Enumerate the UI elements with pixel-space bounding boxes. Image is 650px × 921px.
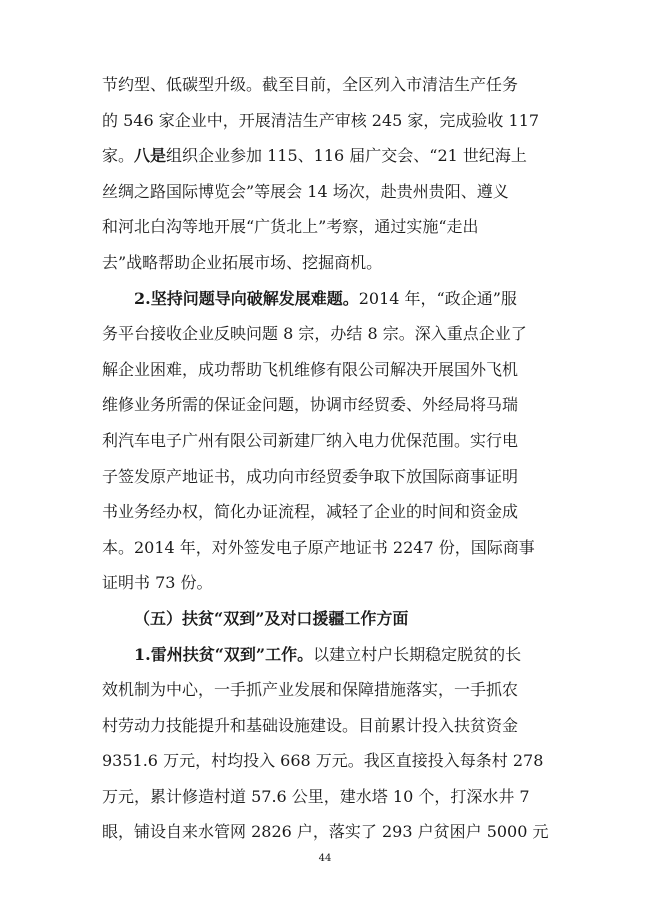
text-span: 2014 年，“政企通”服 bbox=[358, 288, 517, 308]
text-line bbox=[102, 640, 554, 670]
text-span: 证明书 73 份。 bbox=[102, 573, 213, 593]
bold-text-span: 2.坚持问题导向破解发展难题。 bbox=[134, 288, 359, 308]
text-span: 维修业务所需的保证金问题，协调市经贸委、外经局将马瑞 bbox=[102, 395, 519, 415]
text-line bbox=[102, 106, 554, 136]
body-text bbox=[102, 70, 554, 853]
text-span: 村劳动力技能提升和基础设施建设。目前累计投入扶贫资金 bbox=[102, 715, 519, 735]
text-line bbox=[102, 568, 554, 598]
bold-text-span: 1.雷州扶贫“双到”工作。 bbox=[134, 644, 314, 664]
text-span: 万元，累计修造村道 57.6 公里，建水塔 10 个，打深水井 7 bbox=[102, 786, 530, 806]
text-span: 去”战略帮助企业拓展市场、挖掘商机。 bbox=[102, 252, 383, 272]
text-line bbox=[102, 497, 554, 527]
text-line bbox=[102, 284, 554, 314]
text-line bbox=[102, 177, 554, 207]
text-line bbox=[102, 319, 554, 349]
text-line bbox=[102, 390, 554, 420]
text-span: 务平台接收企业反映问题 8 宗，办结 8 宗。深入重点企业了 bbox=[102, 324, 527, 344]
text-span: 的 546 家企业中，开展清洁生产审核 245 家，完成验收 117 bbox=[102, 110, 540, 130]
text-span: 解企业困难，成功帮助飞机维修有限公司解决开展国外飞机 bbox=[102, 359, 519, 379]
text-line bbox=[102, 426, 554, 456]
text-span: 书业务经办权，简化办证流程，减轻了企业的时间和资金成 bbox=[102, 502, 519, 522]
text-line bbox=[102, 355, 554, 385]
text-span: 以建立村户长期稳定脱贫的长 bbox=[313, 644, 522, 664]
text-line bbox=[102, 248, 554, 278]
text-line bbox=[102, 675, 554, 705]
page-number: 44 bbox=[318, 853, 332, 864]
text-span: 丝绸之路国际博览会”等展会 14 场次，赴贵州贵阳、遵义 bbox=[102, 181, 509, 201]
text-span: 节约型、低碳型升级。截至目前，全区列入市清洁生产任务 bbox=[102, 75, 519, 94]
text-span: 效机制为中心，一手抓产业发展和保障措施落实，一手抓农 bbox=[102, 680, 519, 700]
text-span: 本。2014 年，对外签发电子原产地证书 2247 份，国际商事 bbox=[102, 537, 535, 557]
text-line bbox=[102, 533, 554, 563]
text-line bbox=[102, 817, 554, 847]
text-span: 组织企业参加 115、116 届广交会、“21 世纪海上 bbox=[166, 146, 527, 166]
text-span: 家。 bbox=[102, 146, 135, 166]
bold-text-span: 八是 bbox=[134, 146, 167, 166]
text-span: 眼，铺设自来水管网 2826 户，落实了 293 户贫困户 5000 元 bbox=[102, 822, 549, 842]
text-span: 利汽车电子广州有限公司新建厂纳入电力优保范围。实行电 bbox=[102, 430, 519, 450]
text-line bbox=[102, 782, 554, 812]
text-line bbox=[102, 141, 554, 171]
text-line bbox=[102, 746, 554, 776]
text-line bbox=[102, 462, 554, 492]
text-span: 9351.6 万元，村均投入 668 万元。我区直接投入每条村 278 bbox=[102, 751, 544, 771]
text-line bbox=[102, 604, 554, 634]
text-span: 和河北白沟等地开展“广货北上”考察，通过实施“走出 bbox=[102, 217, 479, 237]
bold-text-span: （五）扶贫“双到”及对口援疆工作方面 bbox=[134, 608, 409, 628]
text-line bbox=[102, 711, 554, 741]
text-line bbox=[102, 212, 554, 242]
text-span: 子签发原产地证书，成功向市经贸委争取下放国际商事证明 bbox=[102, 466, 519, 486]
text-line bbox=[102, 70, 554, 100]
